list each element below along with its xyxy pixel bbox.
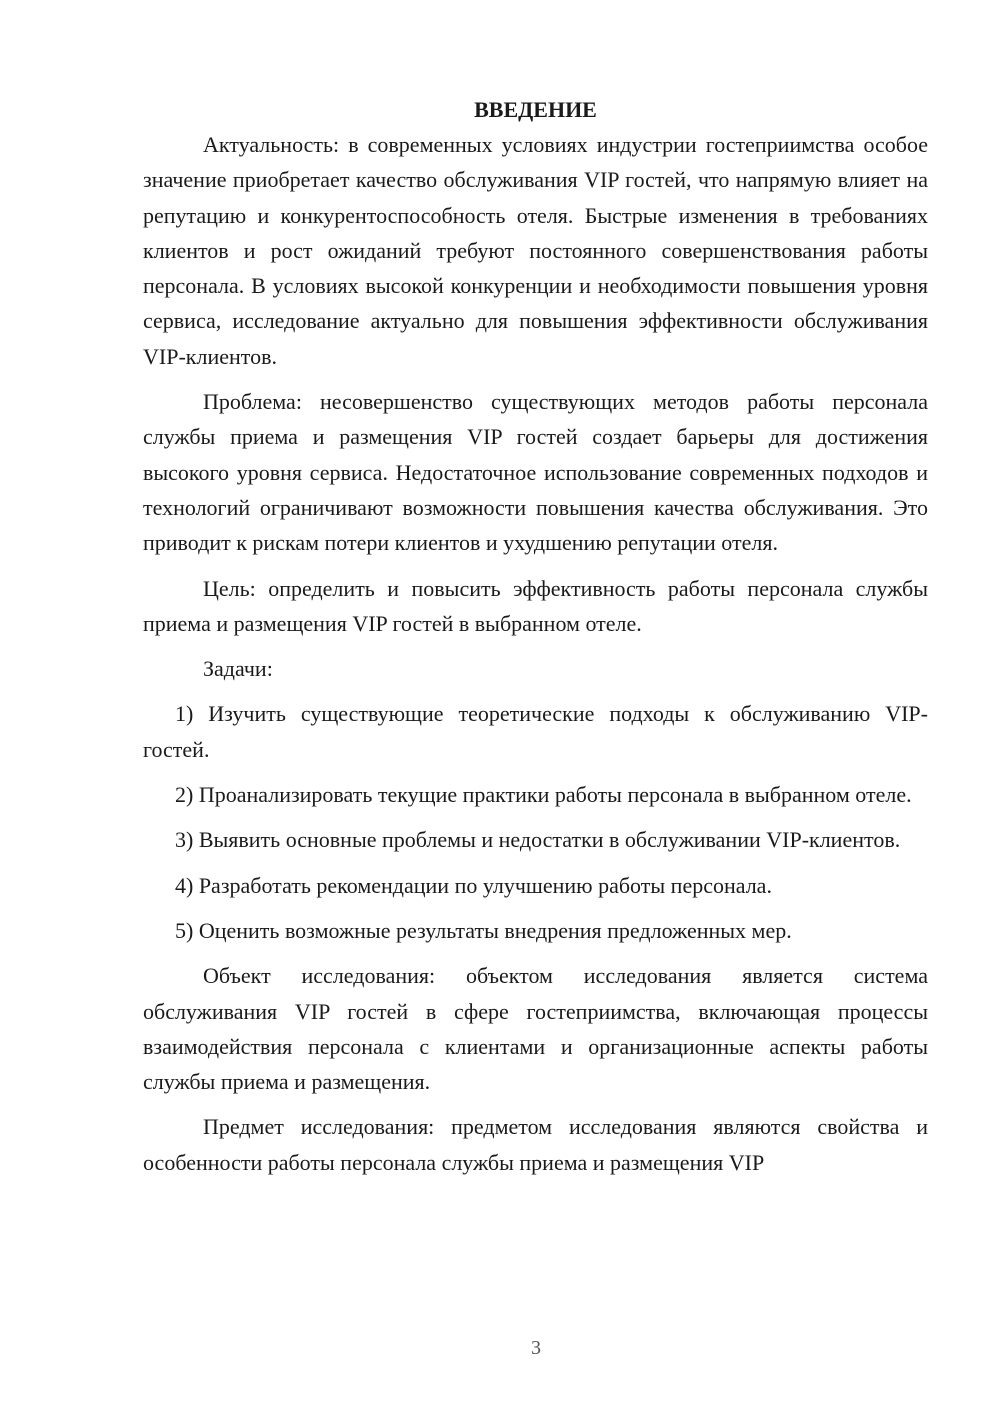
paragraph-problem: Проблема: несовершенство существующих методов работы персонала службы приема и размещения VIP гостей создает барьеры для достижения высокого уровня сервиса. Недостаточное использование современных подходов и технологий ограничивают возможности повышения качества обслуживания. Это приводит к рискам потери клиентов и ухудшению репутации отеля. — [143, 389, 928, 556]
paragraph-object: Объект исследования: объектом исследования является система обслуживания VIP гостей в сфере гостеприимства, включающая процессы взаимодействия персонала с клиентами и организационные аспекты работы службы приема и размещения. — [143, 963, 928, 1095]
section-heading: ВВЕДЕНИЕ — [474, 97, 597, 122]
task-item-1: 1) Изучить существующие теоретические подходы к обслуживанию VIP-гостей. — [143, 701, 928, 762]
tasks-label: Задачи: — [203, 656, 273, 682]
paragraph-goal: Цель: определить и повысить эффективность работы персонала службы приема и размещения VIP гостей в выбранном отеле. — [143, 575, 928, 636]
page-number: 3 — [531, 1337, 541, 1359]
task-item-3: 3) Выявить основные проблемы и недостатки в обслуживании VIP-клиентов. — [175, 827, 901, 853]
task-item-4: 4) Разработать рекомендации по улучшению работы персонала. — [175, 872, 772, 898]
paragraph-subject: Предмет исследования: предметом исследования являются свойства и особенности работы персонала службы приема и размещения VIP — [143, 1114, 928, 1175]
task-item-5: 5) Оценить возможные результаты внедрения предложенных мер. — [175, 917, 792, 943]
paragraph-relevance: Актуальность: в современных условиях индустрии гостеприимства особое значение приобретает качество обслуживания VIP гостей, что напрямую влияет на репутацию и конкурентоспособность отеля. Быстрые изменения в требованиях клиентов и рост ожиданий требуют постоянного совершенствования работы персонала. В условиях высокой конкуренции и необходимости повышения уровня сервиса, исследование актуально для повышения эффективности обслуживания VIP-клиентов. — [143, 132, 928, 369]
page-content — [143, 92, 928, 1180]
task-item-2: 2) Проанализировать текущие практики работы персонала в выбранном отеле. — [175, 782, 912, 808]
